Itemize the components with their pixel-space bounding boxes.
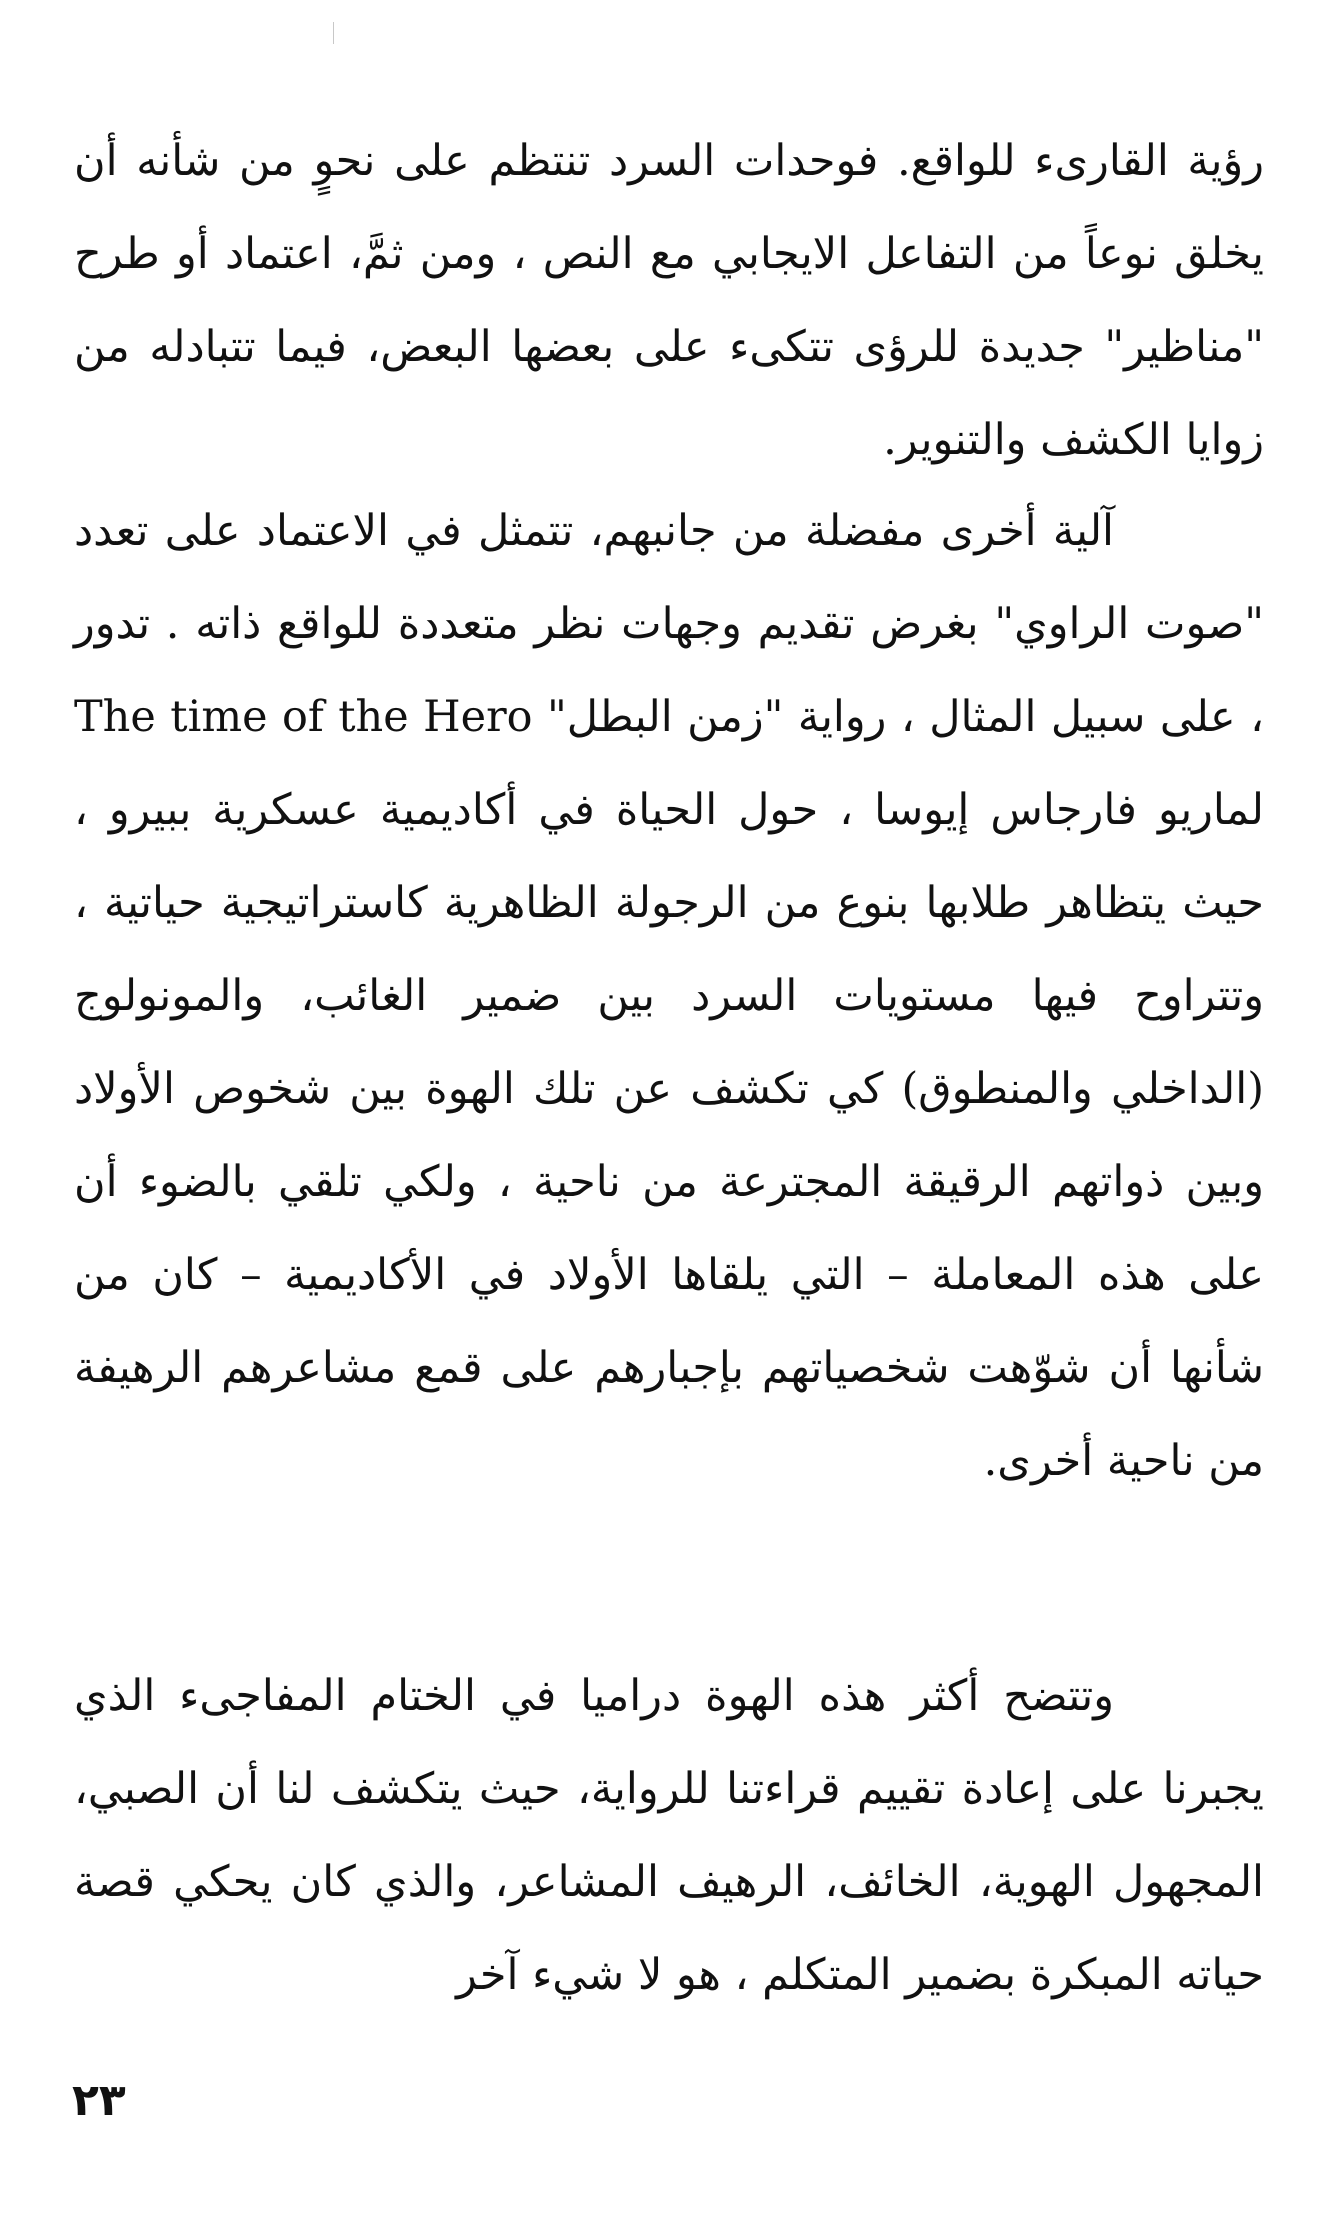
paragraph-text (74, 485, 1264, 1508)
paragraph-body: آلية أخرى مفضلة من جانبهم، تتمثل في الاعتماد على تعدد "صوت الراوي" بغرض تقديم وجهات نظر متعددة للواقع ذاته . تدور ، على سبيل المثال ، رواية "زمن البطل" The time of the Hero لماريو فارجاس إيوسا ، حول الحياة في أكاديمية عسكرية ببيرو ، حيث يتظاهر طلابها بنوع من الرجولة الظاهرية كاستراتيجية حياتية ، وتتراوح فيها مستويات السرد بين ضمير الغائب، والمونولوج (الداخلي والمنطوق) كي تكشف عن تلك الهوة بين شخوص الأولاد وبين ذواتهم الرقيقة المجترعة من ناحية ، ولكي تلقي بالضوء أن على هذه المعاملة – التي يلقاها الأولاد في الأكاديمية – كان من شأنها أن شوّهت شخصياتهم بإجبارهم على قمع مشاعرهم الرهيفة من ناحية أخرى. (74, 506, 1264, 1486)
paragraph-body: وتتضح أكثر هذه الهوة دراميا في الختام المفاجىء الذي يجبرنا على إعادة تقييم قراءتنا للرواية، حيث يتكشف لنا أن الصبي، المجهول الهوية، الخائف، الرهيف المشاعر، والذي كان يحكي قصة حياته المبكرة بضمير المتكلم ، هو لا شيء آخر (74, 1671, 1264, 2000)
paragraph-text (74, 1650, 1264, 2022)
paragraph-text: رؤية القارىء للواقع. فوحدات السرد تنتظم على نحوٍ من شأنه أن يخلق نوعاً من التفاعل الايجابي مع النص ، ومن ثمَّ، اعتماد أو طرح "مناظير" جديدة للرؤى تتكىء على بعضها البعض، فيما تتبادله من زوايا الكشف والتنوير. (74, 136, 1264, 465)
paragraph-3 (74, 1650, 1264, 2022)
scan-mark (333, 22, 334, 44)
page-number: ٢٣ (72, 2075, 126, 2126)
paragraph-1 (74, 115, 1264, 487)
paragraph-2 (74, 485, 1264, 1508)
